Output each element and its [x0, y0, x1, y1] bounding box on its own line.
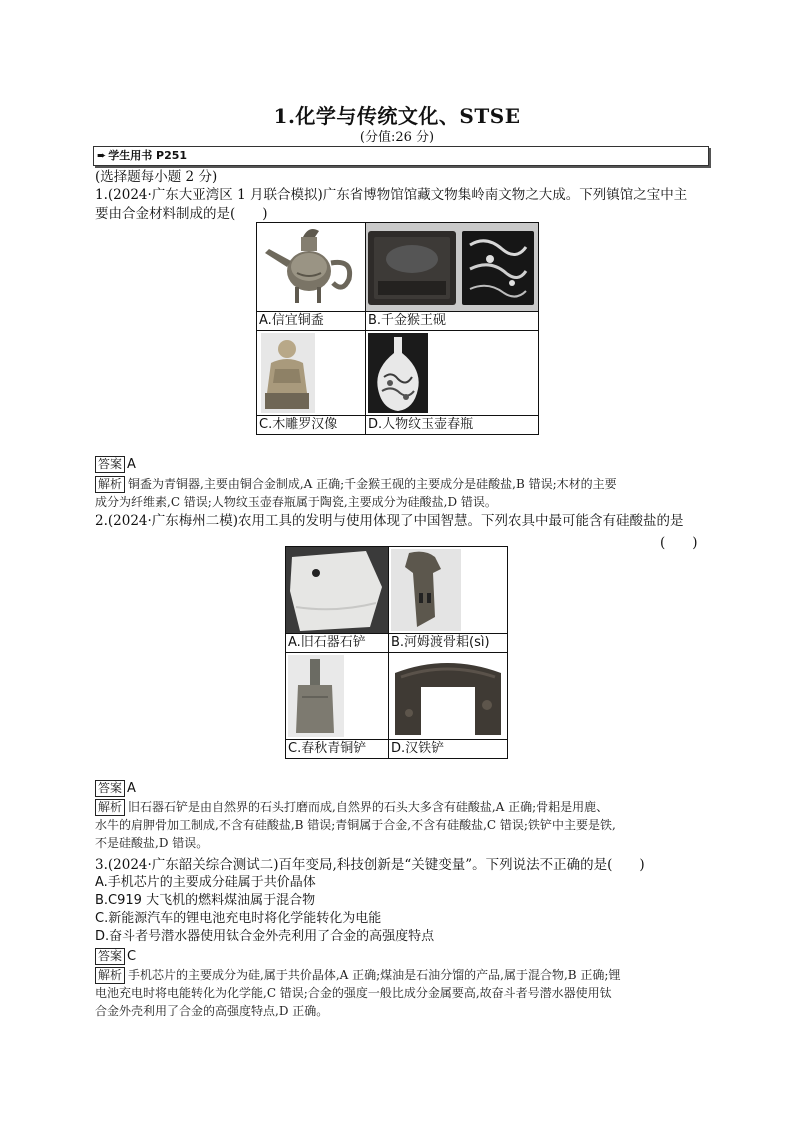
q2-answer [95, 780, 136, 797]
q3-option-d: D.奋斗者号潜水器使用钛合金外壳利用了合金的高强度特点 [95, 929, 435, 944]
q2-option-a [286, 547, 389, 653]
intro-note: (选择题每小题 2 分) [95, 169, 218, 185]
q1-option-a [257, 223, 366, 331]
bronze-ewer-image [257, 223, 365, 311]
q2-option-grid [285, 546, 508, 759]
answer-tag: 答案 [95, 780, 125, 797]
q1-stem-line2: 要由合金材料制成的是( ) [95, 206, 268, 222]
iron-shovel-image [389, 653, 507, 739]
q1-option-d-label: D.人物纹玉壶春瓶 [366, 415, 538, 434]
q1-answer [95, 456, 136, 473]
arrow-right-icon: ➨ [97, 149, 107, 162]
q3-expl-line2: 电池充电时将电能转化为化学能,C 错误;合金的强度一般比成分金属要高,故奋斗者号潜水器使用钛 [95, 986, 612, 1000]
porcelain-vase-image [366, 331, 538, 415]
page-title: 1.化学与传统文化、STSE [273, 104, 521, 128]
q2-expl-line2: 水牛的肩胛骨加工制成,不含有硅酸盐,B 错误;青铜属于合金,不含有硅酸盐,C 错误;铁铲中主要是铁, [95, 818, 616, 832]
q3-answer [95, 948, 136, 965]
q2-option-b [389, 547, 508, 653]
q2-answer-value: A [127, 781, 136, 796]
answer-tag: 答案 [95, 948, 125, 965]
score-subtitle: (分值:26 分) [359, 130, 435, 145]
q2-option-c-label: C.春秋青铜铲 [286, 739, 388, 758]
explanation-tag: 解析 [95, 476, 125, 493]
q2-option-c [286, 653, 389, 759]
bone-si-image [389, 547, 507, 633]
explanation-tag: 解析 [95, 967, 125, 984]
q1-option-b [366, 223, 539, 331]
q1-option-b-label: B.千金猴王砚 [366, 311, 538, 330]
q3-option-b: B.C919 大飞机的燃料煤油属于混合物 [95, 893, 316, 908]
q1-option-d [366, 331, 539, 435]
q1-expl-line1: 铜盉为青铜器,主要由铜合金制成,A 正确;千金猴王砚的主要成分是硅酸盐,B 错误;木材的主要 [128, 477, 617, 491]
q2-option-d [389, 653, 508, 759]
q3-expl-line3: 合金外壳利用了合金的高强度特点,D 正确。 [95, 1004, 329, 1018]
q2-option-b-label: B.河姆渡骨耜(sì) [389, 633, 507, 652]
q3-explanation [95, 966, 701, 1020]
stone-shovel-image [286, 547, 388, 633]
inkstone-image [366, 223, 538, 311]
q2-explanation [95, 798, 701, 852]
q3-expl-line1: 手机芯片的主要成分为硅,属于共价晶体,A 正确;煤油是石油分馏的产品,属于混合物,B 正确;锂 [128, 968, 621, 982]
book-reference: 学生用书 P251 [108, 149, 188, 162]
q1-option-c-label: C.木雕罗汉像 [257, 415, 365, 434]
q3-answer-value: C [127, 949, 137, 964]
q3-option-a: A.手机芯片的主要成分硅属于共价晶体 [95, 875, 316, 890]
q1-option-a-label: A.信宜铜盉 [257, 311, 365, 330]
q2-answer-blank: ( ) [660, 535, 698, 551]
answer-tag: 答案 [95, 456, 125, 473]
bronze-shovel-image [286, 653, 388, 739]
q2-expl-line3: 不是硅酸盐,D 错误。 [95, 836, 209, 850]
q1-explanation [95, 475, 701, 511]
book-reference-bar [93, 146, 709, 166]
q1-option-c [257, 331, 366, 435]
q1-answer-value: A [127, 457, 136, 472]
q2-option-a-label: A.旧石器石铲 [286, 633, 388, 652]
q2-stem-line1: 2.(2024·广东梅州二模)农用工具的发明与使用体现了中国智慧。下列农具中最可能含有硅酸盐的是 [95, 513, 684, 529]
q2-expl-line1: 旧石器石铲是由自然界的石头打磨而成,自然界的石头大多含有硅酸盐,A 正确;骨耜是用鹿、 [128, 800, 609, 814]
wood-arhat-image [257, 331, 365, 415]
q1-option-grid [256, 222, 539, 435]
explanation-tag: 解析 [95, 799, 125, 816]
q2-option-d-label: D.汉铁铲 [389, 739, 507, 758]
q3-option-c: C.新能源汽车的锂电池充电时将化学能转化为电能 [95, 911, 382, 926]
q1-expl-line2: 成分为纤维素,C 错误;人物纹玉壶春瓶属于陶瓷,主要成分为硅酸盐,D 错误。 [95, 495, 497, 509]
q3-stem: 3.(2024·广东韶关综合测试二)百年变局,科技创新是“关键变量”。下列说法不正确的是( ) [95, 857, 645, 873]
q1-stem-line1: 1.(2024·广东大亚湾区 1 月联合模拟)广东省博物馆馆藏文物集岭南文物之大成。下列镇馆之宝中主 [95, 187, 688, 203]
